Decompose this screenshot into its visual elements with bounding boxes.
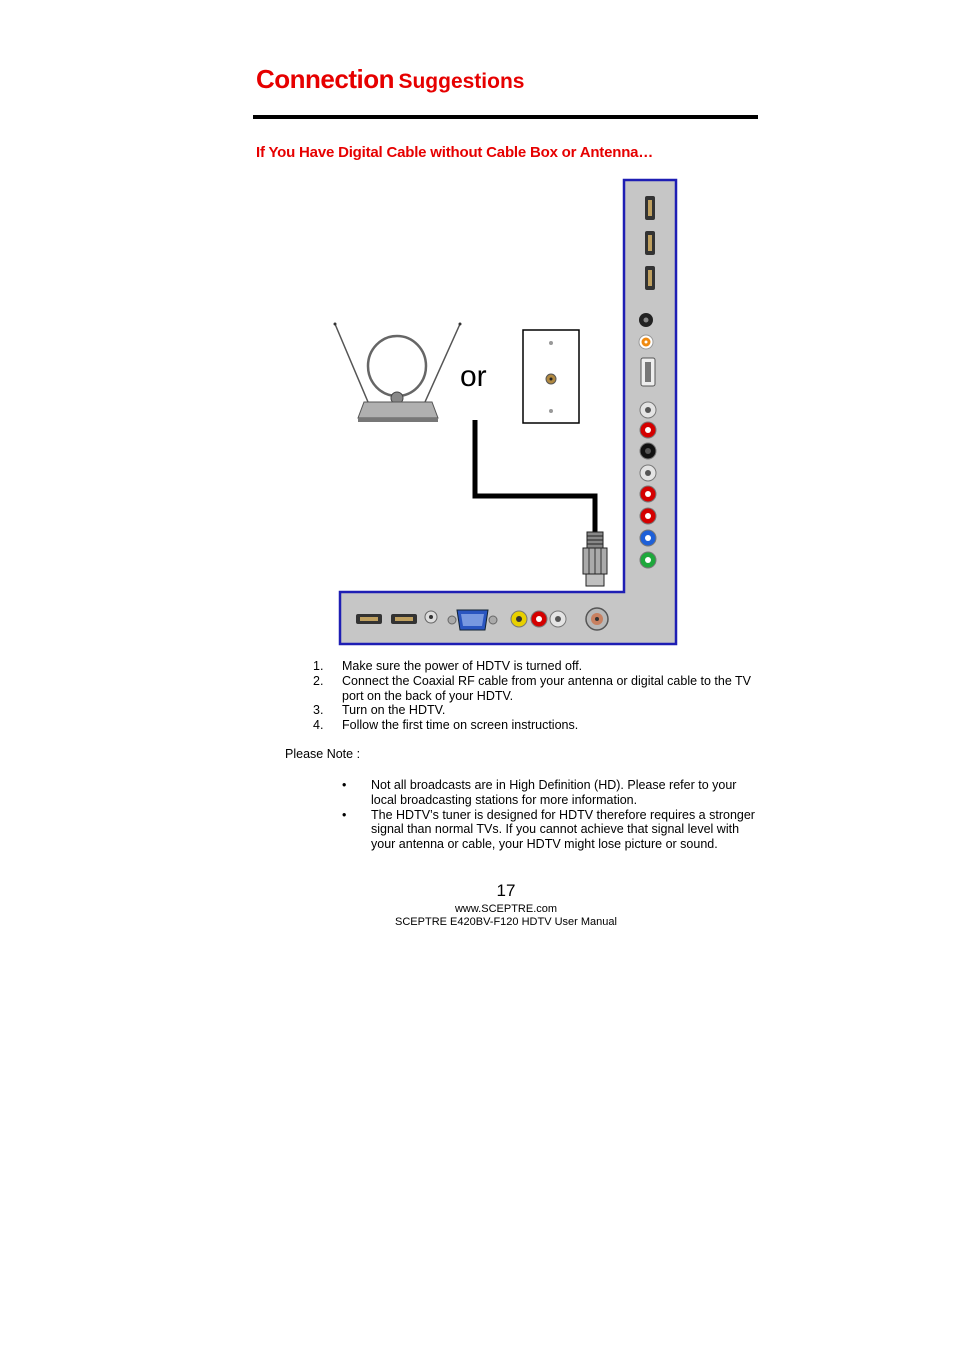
rca-red-icon <box>640 508 656 524</box>
section-heading: If You Have Digital Cable without Cable Box or Antenna… <box>256 144 654 161</box>
step-text: Follow the first time on screen instructions. <box>342 718 579 733</box>
step-number: 1. <box>313 659 324 673</box>
side-hdmi-ports <box>645 196 655 290</box>
wall-outlet-icon <box>523 330 579 423</box>
list-item <box>313 659 763 674</box>
coaxial-cable <box>475 420 595 538</box>
rca-white-icon <box>550 611 566 627</box>
rca-white-icon <box>640 402 656 418</box>
note-list <box>342 778 757 852</box>
step-number: 3. <box>313 703 324 718</box>
pc-audio-jack-icon <box>425 611 437 623</box>
rca-white-icon <box>640 465 656 481</box>
coax-f-connector-icon <box>583 532 607 586</box>
title-divider <box>253 115 758 119</box>
rca-red-icon <box>640 422 656 438</box>
step-text: Make sure the power of HDTV is turned off. <box>342 659 583 673</box>
hdmi-port-icon <box>391 614 417 624</box>
instruction-steps <box>313 659 763 733</box>
svideo-port-icon <box>640 443 656 459</box>
headphone-jack-icon <box>639 313 653 327</box>
step-number: 2. <box>313 673 324 688</box>
list-item <box>342 808 757 852</box>
rca-green-icon <box>640 552 656 568</box>
rf-coax-input-icon <box>586 608 608 630</box>
antenna-icon <box>334 323 462 423</box>
title-sub: Suggestions <box>398 70 525 93</box>
step-text: Connect the Coaxial RF cable from your antenna or digital cable to the TV port on the back of your HDTV. <box>342 673 752 703</box>
note-label: Please Note : <box>285 747 361 761</box>
list-item <box>313 718 763 733</box>
footer-website: www.SCEPTRE.com <box>454 903 558 915</box>
hdmi-port-icon <box>356 614 382 624</box>
rca-red-icon <box>531 611 547 627</box>
title-main: Connection <box>256 64 394 94</box>
connection-diagram <box>320 176 680 648</box>
hdmi-port-icon <box>645 231 655 255</box>
footer-manual-title: SCEPTRE E420BV-F120 HDTV User Manual <box>395 916 617 928</box>
list-item <box>313 703 763 718</box>
usb-port-icon <box>641 358 655 386</box>
digital-audio-port-icon <box>639 335 653 349</box>
page-number: 17 <box>496 881 516 900</box>
rca-yellow-icon <box>511 611 527 627</box>
rca-blue-icon <box>640 530 656 546</box>
page-title <box>256 64 524 95</box>
note-text: Not all broadcasts are in High Definition (HD). Please refer to your local broadcasting stations for more information. <box>371 778 737 807</box>
rca-red-icon <box>640 486 656 502</box>
hdmi-port-icon <box>645 266 655 290</box>
bullet-icon: • <box>342 778 347 792</box>
hdmi-port-icon <box>645 196 655 220</box>
list-item <box>342 778 757 808</box>
bullet-icon: • <box>342 807 347 822</box>
step-text: Turn on the HDTV. <box>342 703 446 718</box>
list-item <box>313 674 763 704</box>
or-label: or <box>460 360 487 393</box>
step-number: 4. <box>313 718 324 733</box>
note-text: The HDTV’s tuner is designed for HDTV therefore requires a stronger signal than normal TVs. If you cannot achieve that signal level with your antenna or cable, your HDTV might lose picture or sound. <box>371 807 755 852</box>
